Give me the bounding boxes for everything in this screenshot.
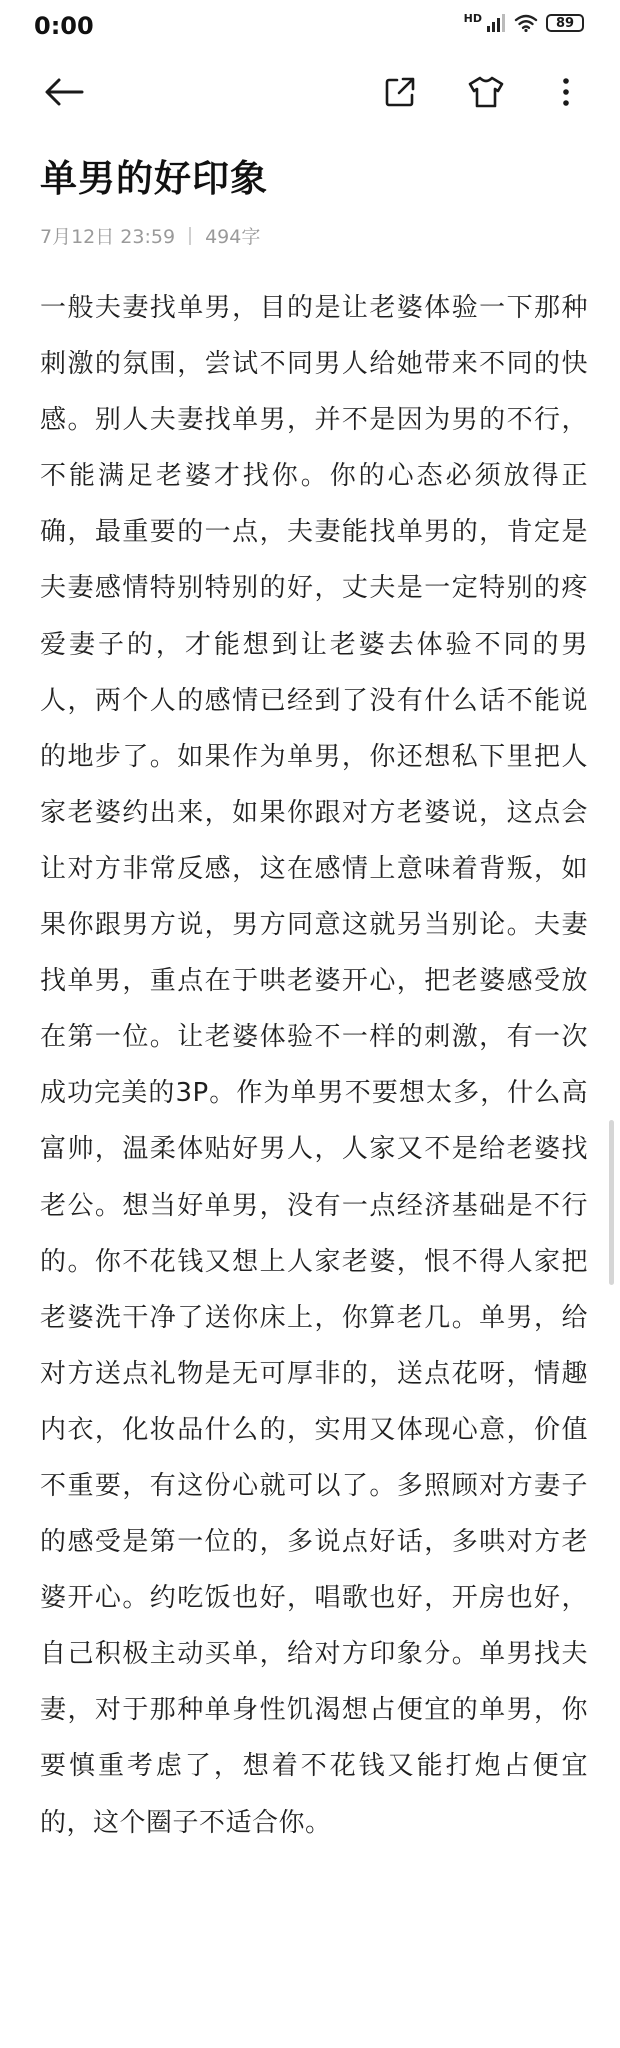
note-date: 7月12日 23:59: [40, 226, 176, 248]
tshirt-icon: [468, 76, 504, 108]
wifi-icon: [514, 14, 538, 32]
back-button[interactable]: [42, 70, 86, 114]
share-icon: [384, 76, 416, 108]
note-title[interactable]: 单男的好印象: [40, 157, 268, 200]
toolbar: [0, 58, 620, 126]
note-meta: [40, 222, 260, 249]
word-count: 494字: [205, 226, 261, 248]
hd-indicator: HD: [463, 12, 482, 25]
share-button[interactable]: [378, 70, 422, 114]
more-button[interactable]: [544, 70, 588, 114]
more-vertical-icon: [562, 77, 570, 107]
back-arrow-icon: [44, 77, 84, 107]
note-body[interactable]: 一般夫妻找单男，目的是让老婆体验一下那种刺激的氛围，尝试不同男人给她带来不同的快感。别人夫妻找单男，并不是因为男的不行，不能满足老婆才找你。你的心态必须放得正确，最重要的一点，夫妻能找单男的，肯定是夫妻感情特别特别的好，丈夫是一定特别的疼爱妻子的，才能想到让老婆去体验不同的男人，两个人的感情已经到了没有什么话不能说的地步了。如果作为单男，你还想私下里把人家老婆约出来，如果你跟对方老婆说，这点会让对方非常反感，这在感情上意味着背叛，如果你跟男方说，男方同意这就另当别论。夫妻找单男，重点在于哄老婆开心，把老婆感受放在第一位。让老婆体验不一样的刺激，有一次成功完美的3P。作为单男不要想太多，什么高富帅，温柔体贴好男人，人家又不是给老婆找老公。想当好单男，没有一点经济基础是不行的。你不花钱又想上人家老婆，恨不得人家把老婆洗干净了送你床上，你算老几。单男，给对方送点礼物是无可厚非的，送点花呀，情趣内衣，化妆品什么的，实用又体现心意，价值不重要，有这份心就可以了。多照顾对方妻子的感受是第一位的，多说点好话，多哄对方老婆开心。约吃饭也好，唱歌也好，开房也好，自己积极主动买单，给对方印象分。单男找夫妻，对于那种单身性饥渴想占便宜的单男，你要慎重考虑了，想着不花钱又能打炮占便宜的，这个圈子不适合你。: [40, 293, 588, 1838]
status-icons: [464, 14, 584, 32]
cellular-signal-icon: [486, 14, 506, 32]
scrollbar[interactable]: [609, 1120, 614, 1285]
battery-icon: 89: [546, 14, 584, 32]
meta-divider: [189, 227, 191, 245]
status-time: 0:00: [34, 12, 94, 40]
status-bar: [0, 0, 620, 58]
theme-button[interactable]: [464, 70, 508, 114]
